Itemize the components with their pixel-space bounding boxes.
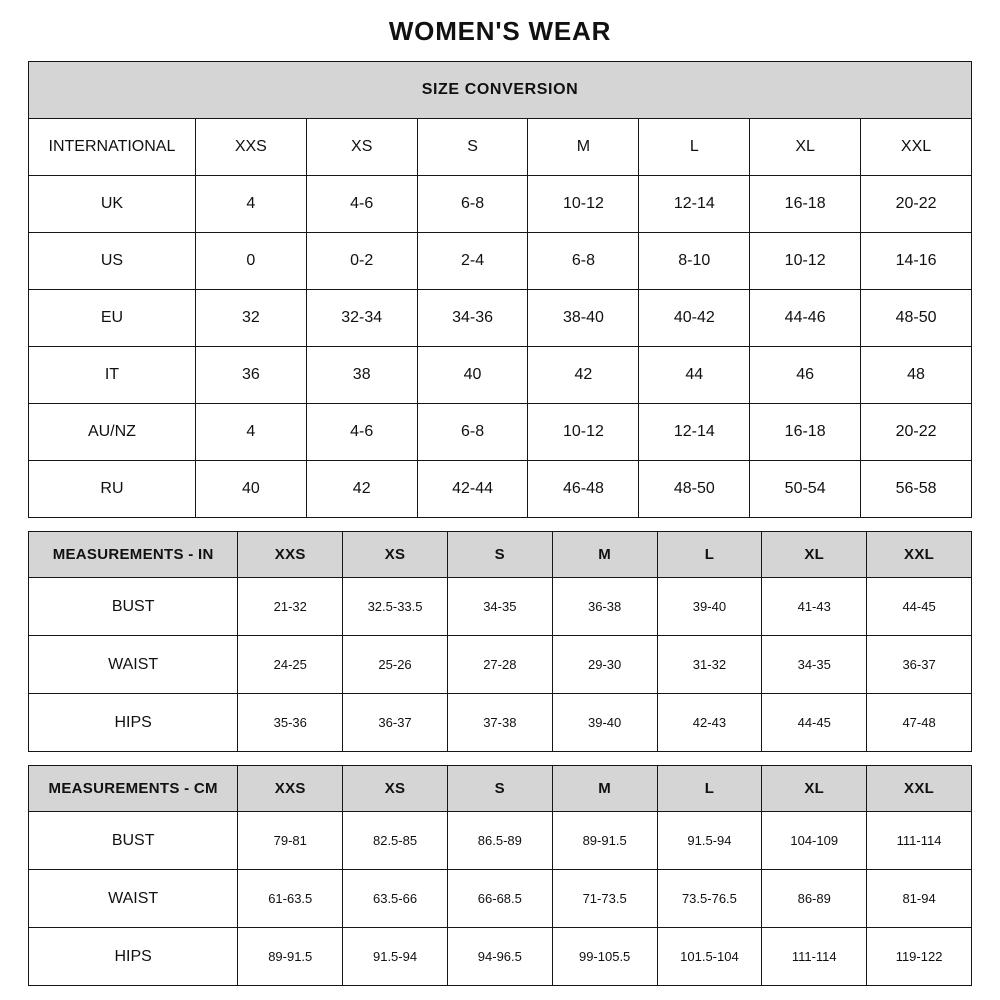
table-cell: 42: [306, 461, 417, 518]
row-label: WAIST: [29, 636, 238, 694]
table-cell: 94-96.5: [447, 928, 552, 986]
column-header: XS: [343, 766, 448, 812]
table-row: [29, 461, 972, 518]
row-label: HIPS: [29, 928, 238, 986]
column-header: S: [417, 119, 528, 176]
table-cell: 36-37: [343, 694, 448, 752]
table-cell: 46: [750, 347, 861, 404]
table-cell: 44-46: [750, 290, 861, 347]
table-cell: 81-94: [867, 870, 972, 928]
measurements-cm-table: [28, 765, 972, 986]
table-cell: 42-44: [417, 461, 528, 518]
table-cell: 32-34: [306, 290, 417, 347]
size-conversion-body: [29, 62, 972, 518]
table-cell: 91.5-94: [657, 812, 762, 870]
table-cell: 73.5-76.5: [657, 870, 762, 928]
table-cell: 99-105.5: [552, 928, 657, 986]
row-label: UK: [29, 176, 196, 233]
table-cell: 46-48: [528, 461, 639, 518]
table-cell: 42: [528, 347, 639, 404]
table-cell: 32: [195, 290, 306, 347]
column-header: MEASUREMENTS - IN: [29, 532, 238, 578]
table-cell: 61-63.5: [238, 870, 343, 928]
row-label: RU: [29, 461, 196, 518]
row-label: BUST: [29, 578, 238, 636]
table-cell: 71-73.5: [552, 870, 657, 928]
table-row: [29, 176, 972, 233]
table-row: [29, 578, 972, 636]
table-cell: 8-10: [639, 233, 750, 290]
table-cell: 20-22: [861, 176, 972, 233]
table-row: [29, 347, 972, 404]
column-header: M: [552, 532, 657, 578]
table-cell: 21-32: [238, 578, 343, 636]
table-cell: 36-38: [552, 578, 657, 636]
table-cell: 10-12: [528, 176, 639, 233]
table-cell: 111-114: [762, 928, 867, 986]
column-header: S: [447, 532, 552, 578]
table-cell: 0-2: [306, 233, 417, 290]
table-cell: 44-45: [762, 694, 867, 752]
column-header: L: [657, 766, 762, 812]
column-header: L: [657, 532, 762, 578]
measurements-in-table: [28, 531, 972, 752]
table-cell: 36-37: [867, 636, 972, 694]
header-row: [29, 532, 972, 578]
table-cell: 12-14: [639, 176, 750, 233]
column-header: XL: [762, 532, 867, 578]
table-row: [29, 290, 972, 347]
table-cell: 4: [195, 176, 306, 233]
table-cell: 29-30: [552, 636, 657, 694]
table-cell: 40-42: [639, 290, 750, 347]
row-label: BUST: [29, 812, 238, 870]
column-header: XL: [750, 119, 861, 176]
table-cell: 82.5-85: [343, 812, 448, 870]
table-cell: 0: [195, 233, 306, 290]
column-header: MEASUREMENTS - CM: [29, 766, 238, 812]
table-cell: 4-6: [306, 404, 417, 461]
table-cell: 32.5-33.5: [343, 578, 448, 636]
table-cell: 35-36: [238, 694, 343, 752]
table-cell: 34-35: [762, 636, 867, 694]
table-cell: 34-35: [447, 578, 552, 636]
table-cell: 39-40: [657, 578, 762, 636]
table-cell: 31-32: [657, 636, 762, 694]
page-title: WOMEN'S WEAR: [388, 16, 612, 46]
table-cell: 79-81: [238, 812, 343, 870]
table-cell: 101.5-104: [657, 928, 762, 986]
table-cell: 40: [195, 461, 306, 518]
table-cell: 91.5-94: [343, 928, 448, 986]
header-row: [29, 766, 972, 812]
size-conversion-table: [28, 61, 972, 518]
row-label: HIPS: [29, 694, 238, 752]
table-cell: 119-122: [867, 928, 972, 986]
header-row: [29, 119, 972, 176]
table-cell: 50-54: [750, 461, 861, 518]
column-header: XXL: [861, 119, 972, 176]
table-cell: 16-18: [750, 176, 861, 233]
column-header: M: [528, 119, 639, 176]
column-header: XXL: [867, 766, 972, 812]
table-cell: 56-58: [861, 461, 972, 518]
table-cell: 10-12: [528, 404, 639, 461]
column-header: XXS: [195, 119, 306, 176]
column-header: XXS: [238, 766, 343, 812]
table-cell: 37-38: [447, 694, 552, 752]
table-cell: 25-26: [343, 636, 448, 694]
table-title: SIZE CONVERSION: [29, 62, 972, 119]
row-label: IT: [29, 347, 196, 404]
table-cell: 38: [306, 347, 417, 404]
table-cell: 89-91.5: [238, 928, 343, 986]
table-cell: 66-68.5: [447, 870, 552, 928]
column-header: L: [639, 119, 750, 176]
table-cell: 48: [861, 347, 972, 404]
table-cell: 34-36: [417, 290, 528, 347]
table-row: [29, 636, 972, 694]
row-label: EU: [29, 290, 196, 347]
table-row: [29, 404, 972, 461]
table-row: [29, 928, 972, 986]
row-label: AU/NZ: [29, 404, 196, 461]
table-cell: 36: [195, 347, 306, 404]
table-cell: 111-114: [867, 812, 972, 870]
table-cell: 104-109: [762, 812, 867, 870]
table-cell: 44-45: [867, 578, 972, 636]
column-header: XXL: [867, 532, 972, 578]
table-cell: 4-6: [306, 176, 417, 233]
table-cell: 44: [639, 347, 750, 404]
table-cell: 12-14: [639, 404, 750, 461]
column-header: S: [447, 766, 552, 812]
table-cell: 47-48: [867, 694, 972, 752]
table-cell: 10-12: [750, 233, 861, 290]
table-cell: 24-25: [238, 636, 343, 694]
table-cell: 39-40: [552, 694, 657, 752]
table-title-row: [29, 62, 972, 119]
column-header: M: [552, 766, 657, 812]
row-label: US: [29, 233, 196, 290]
table-cell: 48-50: [861, 290, 972, 347]
table-cell: 4: [195, 404, 306, 461]
table-cell: 89-91.5: [552, 812, 657, 870]
column-header: XXS: [238, 532, 343, 578]
table-row: [29, 694, 972, 752]
table-cell: 38-40: [528, 290, 639, 347]
column-header: XS: [343, 532, 448, 578]
table-row: [29, 870, 972, 928]
table-cell: 63.5-66: [343, 870, 448, 928]
row-label: WAIST: [29, 870, 238, 928]
table-cell: 6-8: [417, 176, 528, 233]
table-cell: 40: [417, 347, 528, 404]
measurements-in-body: [29, 532, 972, 752]
table-cell: 41-43: [762, 578, 867, 636]
table-cell: 6-8: [528, 233, 639, 290]
table-cell: 20-22: [861, 404, 972, 461]
table-cell: 14-16: [861, 233, 972, 290]
column-header: INTERNATIONAL: [29, 119, 196, 176]
table-cell: 48-50: [639, 461, 750, 518]
table-cell: 16-18: [750, 404, 861, 461]
table-row: [29, 812, 972, 870]
column-header: XS: [306, 119, 417, 176]
table-cell: 2-4: [417, 233, 528, 290]
table-row: [29, 233, 972, 290]
column-header: XL: [762, 766, 867, 812]
table-cell: 86.5-89: [447, 812, 552, 870]
measurements-cm-body: [29, 766, 972, 986]
table-cell: 42-43: [657, 694, 762, 752]
table-cell: 6-8: [417, 404, 528, 461]
table-cell: 27-28: [447, 636, 552, 694]
table-cell: 86-89: [762, 870, 867, 928]
